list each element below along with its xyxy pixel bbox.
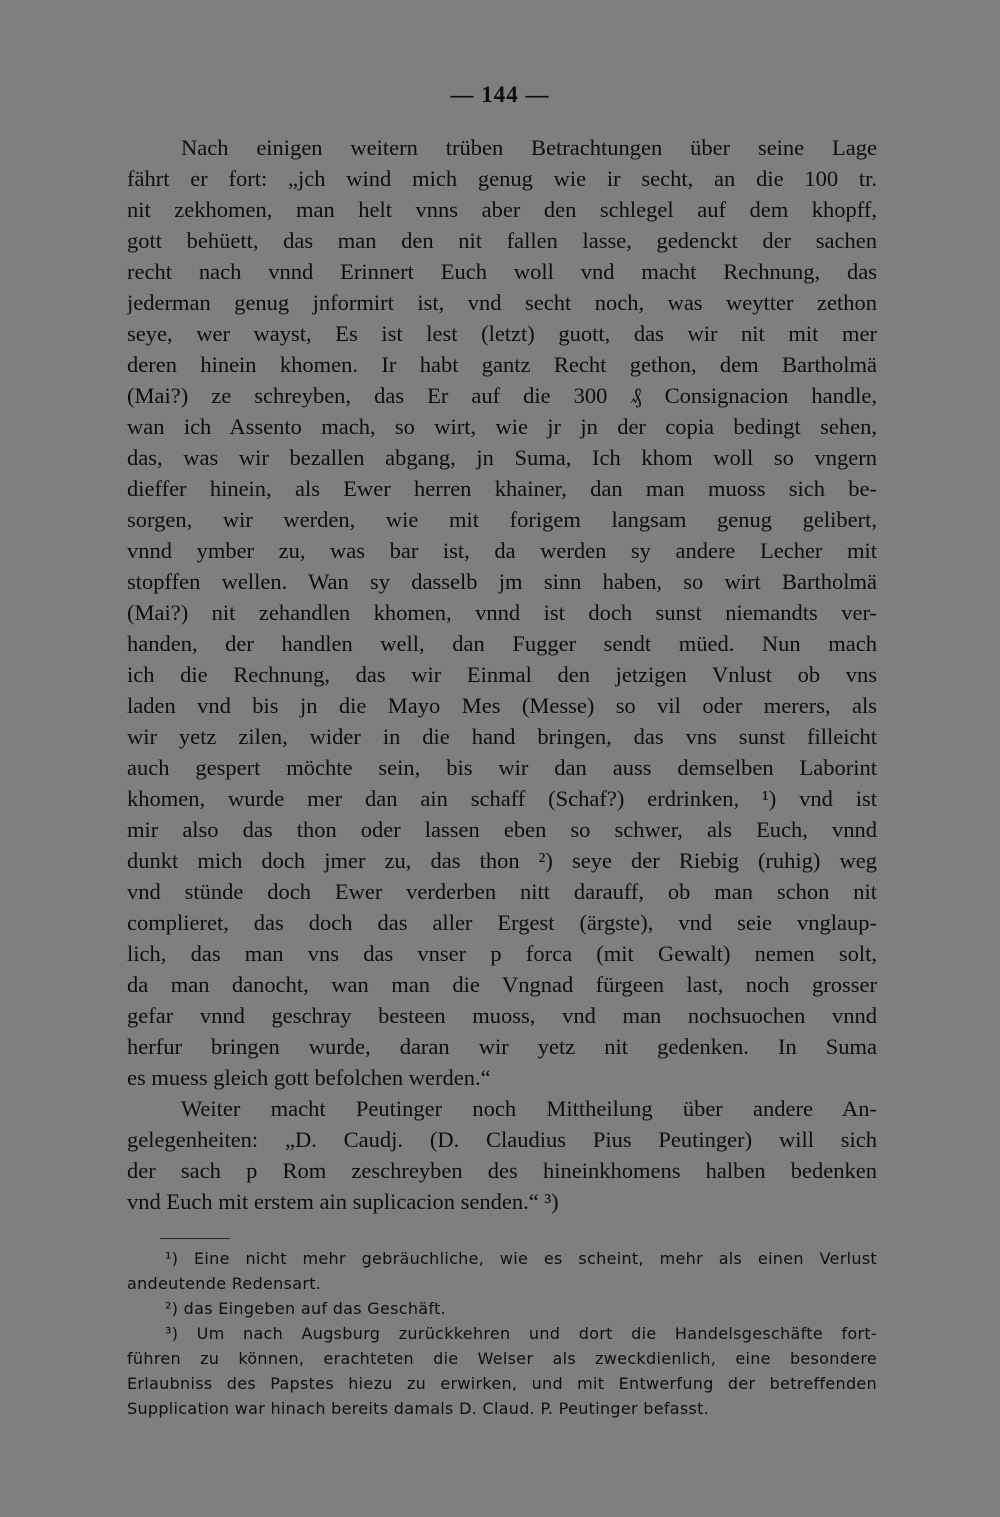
text-line: stopffen wellen. Wan sy dasselb jm sinn haben, so wirt Bartholmä bbox=[127, 569, 877, 594]
footnote-line: ¹) Eine nicht mehr gebräuchliche, wie es scheint, mehr als einen Verlust bbox=[165, 1249, 877, 1268]
footnote-line: Supplication war hinach bereits damals D. Claud. P. Peutinger befasst. bbox=[127, 1399, 710, 1418]
footnote-line: ²) das Eingeben auf das Geschäft. bbox=[165, 1299, 447, 1318]
footnotes bbox=[127, 1246, 877, 1421]
footnote-divider bbox=[160, 1238, 230, 1239]
text-line: mir also das thon oder lassen eben so schwer, als Euch, vnnd bbox=[127, 817, 877, 842]
text-line: recht nach vnnd Erinnert Euch woll vnd macht Rechnung, das bbox=[127, 259, 877, 284]
text-line: der sach p Rom zeschreyben des hineinkhomens halben bedenken bbox=[127, 1158, 877, 1183]
text-line: nit zekhomen, man helt vnns aber den schlegel auf dem khopff, bbox=[127, 197, 877, 222]
text-line: vnd stünde doch Ewer verderben nitt darauff, ob man schon nit bbox=[127, 879, 877, 904]
text-line: wan ich Assento mach, so wirt, wie jr jn der copia bedingt sehen, bbox=[127, 414, 877, 439]
text-line: complieret, das doch das aller Ergest (ärgste), vnd seie vnglaup- bbox=[127, 910, 877, 935]
text-line: gelegenheiten: „D. Caudj. (D. Claudius Pius Peutinger) will sich bbox=[127, 1127, 877, 1152]
text-line: (Mai?) ze schreyben, das Er auf die 300 ₰ Consignacion handle, bbox=[127, 383, 877, 408]
text-line: gott behüett, das man den nit fallen lasse, gedenckt der sachen bbox=[127, 228, 877, 253]
text-line: jederman genug jnformirt ist, vnd secht noch, was weytter zethon bbox=[127, 290, 877, 315]
text-line: khomen, wurde mer dan ain schaff (Schaf?) erdrinken, ¹) vnd ist bbox=[127, 786, 877, 811]
text-line: das, was wir bezallen abgang, jn Suma, Ich khom woll so vngern bbox=[127, 445, 877, 470]
text-line: deren hinein khomen. Ir habt gantz Recht gethon, dem Bartholmä bbox=[127, 352, 877, 377]
text-line: es muess gleich gott befolchen werden.“ bbox=[127, 1065, 491, 1090]
text-line: Nach einigen weitern trüben Betrachtungen über seine Lage bbox=[181, 135, 877, 160]
text-line: vnnd ymber zu, was bar ist, da werden sy andere Lecher mit bbox=[127, 538, 877, 563]
footnote-line: Erlaubniss des Papstes hiezu zu erwirken, und mit Entwerfung der betreffenden bbox=[127, 1374, 877, 1393]
text-line: dieffer hinein, als Ewer herren khainer, dan man muoss sich be- bbox=[127, 476, 877, 501]
page-number: — 144 — bbox=[450, 82, 550, 107]
text-line: handen, der handlen well, dan Fugger sendt müed. Nun mach bbox=[127, 631, 877, 656]
text-line: da man danocht, wan man die Vngnad fürgeen last, noch grosser bbox=[127, 972, 877, 997]
text-line: dunkt mich doch jmer zu, das thon ²) seye der Riebig (ruhig) weg bbox=[127, 848, 877, 873]
text-line: fährt er fort: „jch wind mich genug wie ir secht, an die 100 tr. bbox=[127, 166, 877, 191]
text-line: herfur bringen wurde, daran wir yetz nit gedenken. In Suma bbox=[127, 1034, 877, 1059]
text-line: (Mai?) nit zehandlen khomen, vnnd ist doch sunst niemandts ver- bbox=[127, 600, 877, 625]
footnote-line: ³) Um nach Augsburg zurückkehren und dort die Handelsgeschäfte fort- bbox=[165, 1324, 877, 1343]
text-line: gefar vnnd geschray besteen muoss, vnd man nochsuochen vnnd bbox=[127, 1003, 877, 1028]
footnote-line: führen zu können, erachteten die Welser als zweckdienlich, eine besondere bbox=[127, 1349, 877, 1368]
text-line: sorgen, wir werden, wie mit forigem langsam genug gelibert, bbox=[127, 507, 877, 532]
text-line: wir yetz zilen, wider in die hand bringen, das vns sunst filleicht bbox=[127, 724, 877, 749]
text-line: auch gespert möchte sein, bis wir dan auss demselben Laborint bbox=[127, 755, 877, 780]
text-line: ich die Rechnung, das wir Einmal den jetzigen Vnlust ob vns bbox=[127, 662, 877, 687]
footnote-line: andeutende Redensart. bbox=[127, 1274, 322, 1293]
body-text bbox=[127, 132, 877, 1217]
text-line: Weiter macht Peutinger noch Mittheilung über andere An- bbox=[181, 1096, 877, 1121]
text-line: lich, das man vns das vnser p forca (mit Gewalt) nemen solt, bbox=[127, 941, 877, 966]
text-line: vnd Euch mit erstem ain suplicacion senden.“ ³) bbox=[127, 1189, 559, 1214]
text-line: laden vnd bis jn die Mayo Mes (Messe) so vil oder merers, als bbox=[127, 693, 877, 718]
text-line: seye, wer wayst, Es ist lest (letzt) guott, das wir nit mit mer bbox=[127, 321, 877, 346]
